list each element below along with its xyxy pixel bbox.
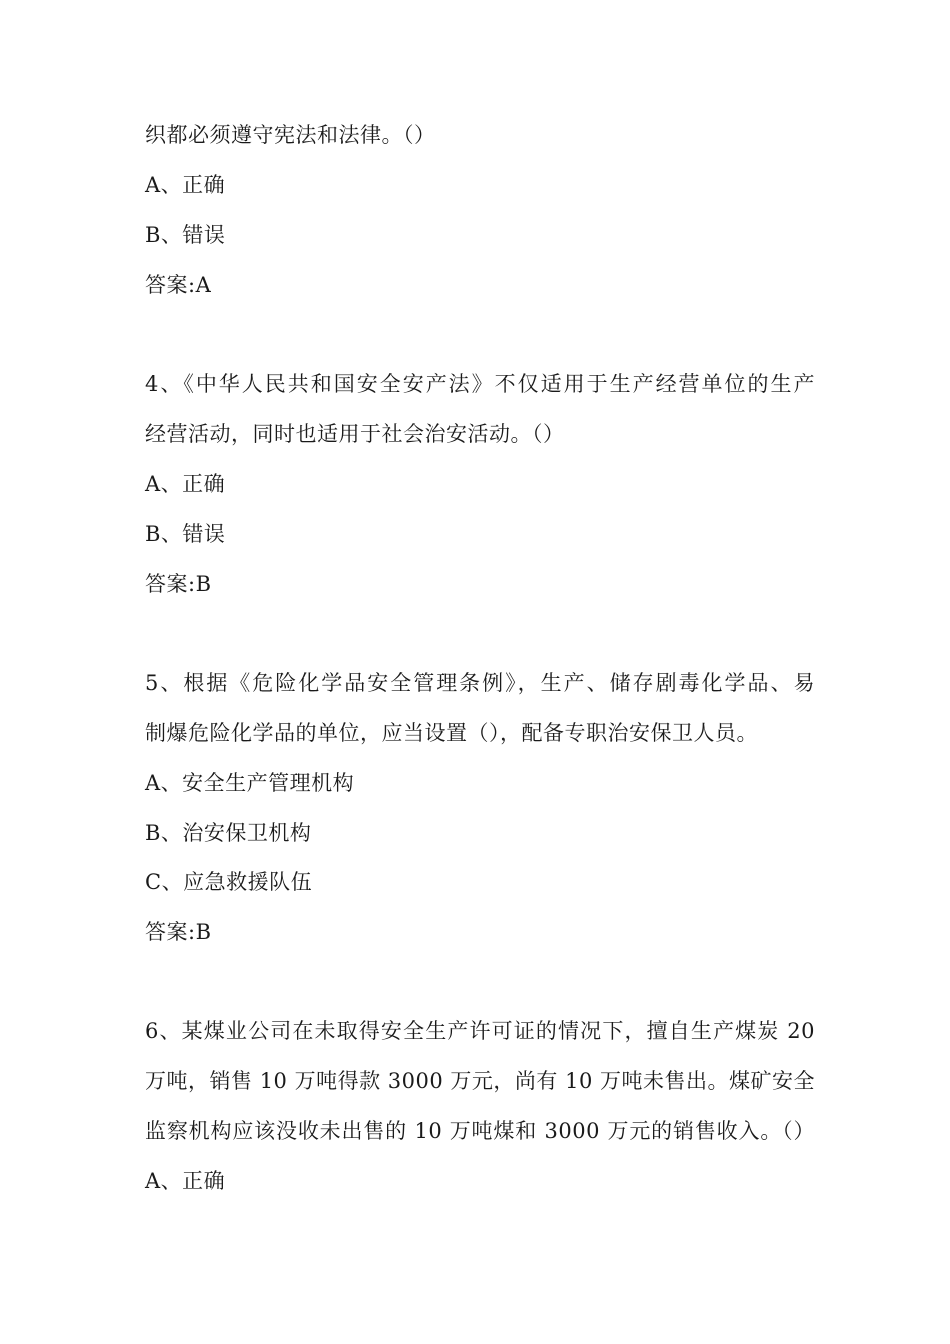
q5-option-c: C、应急救援队伍 <box>145 870 313 894</box>
q4-answer: 答案:B <box>145 572 212 596</box>
q3-stem-tail: 织都必须遵守宪法和法律。（） <box>145 123 436 147</box>
q5-option-b: B、治安保卫机构 <box>145 821 312 845</box>
q4-stem-line1: 4、《中华人民共和国安全安产法》不仅适用于生产经营单位的生产 <box>145 372 815 396</box>
q6-stem-line2: 万吨，销售 10 万吨得款 3000 万元，尚有 10 万吨未售出。煤矿安全 <box>145 1069 815 1093</box>
q5-stem-line2: 制爆危险化学品的单位，应当设置（），配备专职治安保卫人员。 <box>145 721 758 745</box>
q6-stem-line1: 6、某煤业公司在未取得安全生产许可证的情况下，擅自生产煤炭 20 <box>145 1019 815 1043</box>
q5-option-a: A、安全生产管理机构 <box>145 771 355 795</box>
q5-stem-line1: 5、根据《危险化学品安全管理条例》，生产、储存剧毒化学品、易 <box>145 671 815 695</box>
q3-option-b: B、错误 <box>145 223 226 247</box>
q4-stem-line2: 经营活动，同时也适用于社会治安活动。（） <box>145 422 565 446</box>
q3-answer: 答案:A <box>145 273 212 297</box>
q4-option-b: B、错误 <box>145 522 226 546</box>
q4-option-a: A、正确 <box>145 472 226 496</box>
q5-answer: 答案:B <box>145 920 212 944</box>
q6-option-a: A、正确 <box>145 1169 226 1193</box>
q3-option-a: A、正确 <box>145 173 226 197</box>
q6-stem-line3: 监察机构应该没收未出售的 10 万吨煤和 3000 万元的销售收入。（） <box>145 1119 815 1143</box>
